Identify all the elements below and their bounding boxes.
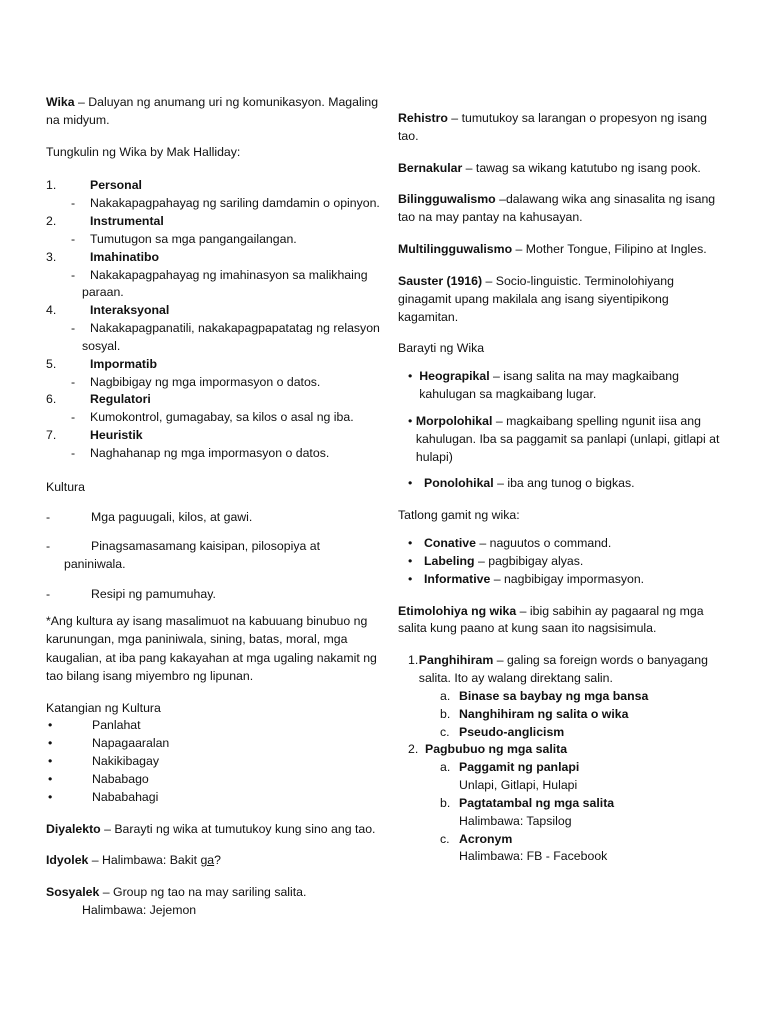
idyolek-definition: Idyolek – Halimbawa: Bakit ga? xyxy=(46,853,221,868)
barayti-title: Barayti ng Wika xyxy=(398,341,485,356)
sosyalek-definition: Sosyalek – Group ng tao na may sariling salita. xyxy=(46,885,307,900)
list-item: • Morpolohikal – magkaibang spelling ngunit iisa ang kahulugan. Iba sa paggamit sa panlapi (unlapi, gitlapi at hulapi) xyxy=(408,413,720,464)
list-item: 2. Pagbubuo ng mga salita a. Paggamit ng panlapi Unlapi, Gitlapi, Hulapi b. Pagtatambal ng mga salita Halimbawa: Tapsilog c. Acronym Halimbawa: FB - Facebook xyxy=(408,742,615,864)
rehistro-definition: Rehistro – tumutukoy sa larangan o propesyon ng isang tao. xyxy=(398,111,707,143)
list-item: • Conative – naguutos o command. xyxy=(408,536,612,551)
tungkulin-title: Tungkulin ng Wika by Mak Halliday: xyxy=(46,144,241,159)
list-item: • Informative – nagbibigay impormasyon. xyxy=(408,571,645,586)
list-item: 2. Instrumental - Tumutugon sa mga pangangailangan. xyxy=(46,214,297,246)
list-item: • Panlahat xyxy=(48,718,141,733)
multilingguwalismo-definition: Multilingguwalismo – Mother Tongue, Filipino at Ingles. xyxy=(398,242,707,257)
list-item: • Ponolohikal – iba ang tunog o bigkas. xyxy=(408,476,635,491)
list-item: - Pinagsamasamang kaisipan, pilosopiya at paniniwala. xyxy=(46,539,320,572)
barayti-list xyxy=(398,368,728,493)
tatlong-gamit-title: Tatlong gamit ng wika: xyxy=(398,508,520,523)
list-item: • Napagaaralan xyxy=(48,736,170,751)
kultura-title: Kultura xyxy=(46,479,85,494)
gamit-list xyxy=(398,535,728,588)
list-item: • Nakikibagay xyxy=(48,754,159,769)
list-item: • Heograpikal – isang salita na may magkaibang kahulugan sa magkaibang lugar. xyxy=(408,369,679,402)
diyalekto-definition: Diyalekto – Barayti ng wika at tumutukoy kung sino ang tao. xyxy=(46,821,376,836)
list-item: • Nababahagi xyxy=(48,789,159,804)
kultura-note: *Ang kultura ay isang masalimuot na kabuuang binubuo ng karunungan, mga paniniwala, sining, batas, moral, mga kaugalian, at iba pang kakayahan at mga ugaling nakamit ng tao bilang isang miyembro ng lipunan. xyxy=(46,613,377,684)
etimolohiya-list xyxy=(398,652,728,866)
list-item: - Mga paguugali, kilos, at gawi. xyxy=(46,509,253,524)
bernakular-definition: Bernakular – tawag sa wikang katutubo ng isang pook. xyxy=(398,160,701,175)
list-item: • Nababago xyxy=(48,771,149,786)
sosyalek-example: Halimbawa: Jejemon xyxy=(82,903,197,918)
list-item: 7. Heuristik - Naghahanap ng mga impormasyon o datos. xyxy=(46,428,330,460)
list-item: 6. Regulatori - Kumokontrol, gumagabay, sa kilos o asal ng iba. xyxy=(46,392,354,425)
right-column xyxy=(398,110,728,866)
etimolohiya-definition: Etimolohiya ng wika – ibig sabihin ay pagaaral ng mga salita kung paano at kung saan ito nagsisimula. xyxy=(398,603,704,636)
list-item: - Resipi ng pamumuhay. xyxy=(46,587,216,602)
katangian-list xyxy=(46,717,391,806)
tungkulin-list xyxy=(46,177,391,462)
list-item: 4. Interaksyonal - Nakakapagpanatili, nakakapagpapatatag ng relasyon sosyal. xyxy=(46,303,380,353)
list-item: 1. Panghihiram – galing sa foreign words o banyagang salita. Ito ay walang direktang salin. a. Binase sa baybay ng mga bansa b. Nanghihiram ng salita o wika c. Pseudo-anglicism xyxy=(408,653,708,739)
left-column xyxy=(46,94,391,920)
bilingguwalismo-definition: Bilingguwalismo –dalawang wika ang sinasalita ng isang tao na may pantay na kahusayan. xyxy=(398,192,716,225)
list-item: 3. Imahinatibo - Nakakapagpahayag ng imahinasyon sa malikhaing paraan. xyxy=(46,249,368,300)
sauster-definition: Sauster (1916) – Socio-linguistic. Terminolohiyang ginagamit upang makilala ang isang siyentipikong kagamitan. xyxy=(398,273,674,324)
katangian-title: Katangian ng Kultura xyxy=(46,700,161,715)
wika-definition: Wika – Daluyan ng anumang uri ng komunikasyon. Magaling na midyum. xyxy=(46,95,379,127)
list-item: 5. Impormatib - Nagbibigay ng mga impormasyon o datos. xyxy=(46,356,321,389)
kultura-list xyxy=(46,509,391,604)
list-item: 1. Personal - Nakakapagpahayag ng sariling damdamin o opinyon. xyxy=(46,178,380,211)
list-item: • Labeling – pagbibigay alyas. xyxy=(408,553,584,568)
